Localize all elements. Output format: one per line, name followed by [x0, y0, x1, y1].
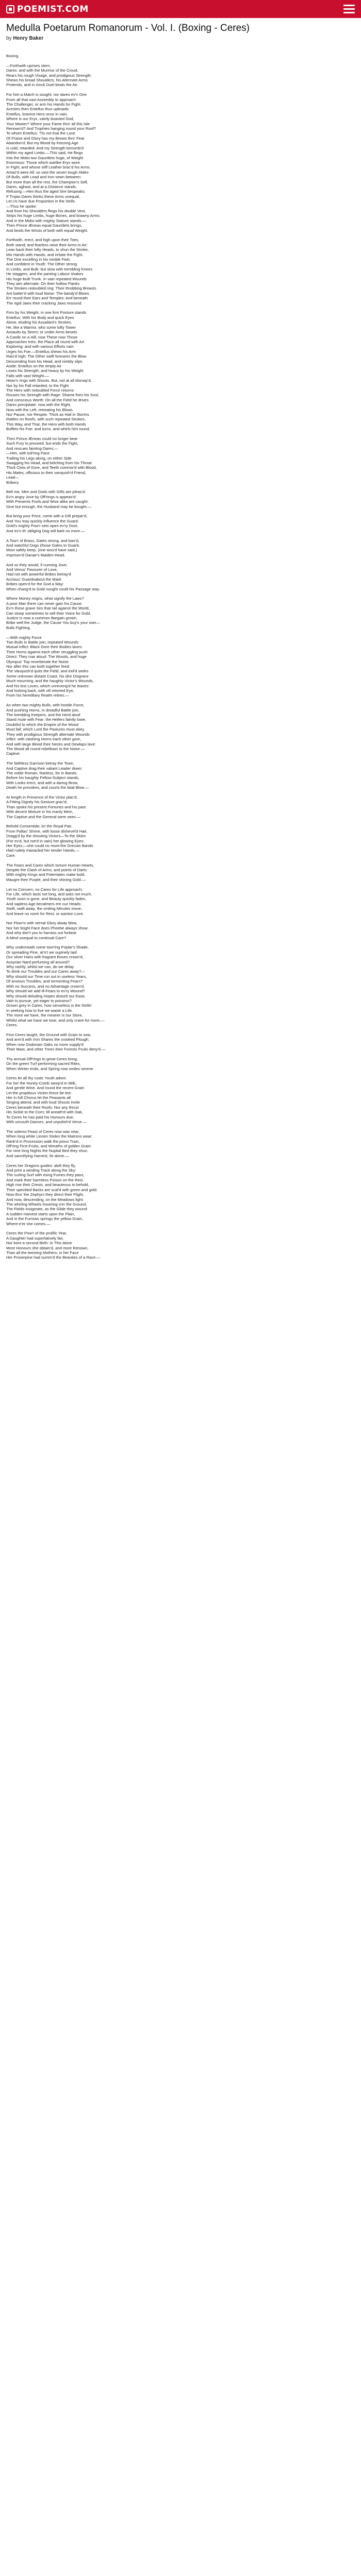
- poem-line: When now Dodonian Oaks no more supply'd: [6, 1042, 84, 1047]
- poem-line: —With mighty Force: [6, 635, 42, 640]
- poem-line: Protends, and in mock Duel beats the Air.: [6, 82, 78, 88]
- poem-line: Direct: They roar aloud: The Woods, and huge: [6, 654, 87, 659]
- poem-line: Some unknown distant Coast, his dire Disgrace: [6, 673, 89, 679]
- poem-line: Acrisius' Guardnabout the Maid:: [6, 577, 62, 582]
- poem-line: Captive.: [6, 751, 21, 756]
- poem-line: Then Prince Æneas could no longer bear: [6, 436, 78, 442]
- poem-line: The curling Surf with rising Fumes they pass,: [6, 1173, 85, 1178]
- poem-line: A Castle on a Hill, now These now Those: [6, 334, 78, 340]
- poem-line: Trailing his Legs along, on either Side: [6, 455, 72, 461]
- poem-line: The Fears and Cares which torture Human Hearts,: [6, 862, 94, 868]
- poem-line: And in the Midst with mighty Stature stands.—: [6, 218, 87, 223]
- poem-line: Had rudely manacled her tender Hands.—: [6, 848, 80, 853]
- poem-line: And ev'n th' obliging Dog will bark no more.—: [6, 528, 85, 533]
- poem-line: A Mind unequal to continual Care?: [6, 935, 67, 940]
- poem-line: The Strokes redoubled ring: Their throbbing Breasts: [6, 286, 96, 291]
- poem-line: Stand mute with Fear: the Heifers faintly lowe,: [6, 717, 86, 722]
- poem-line: Vain to pursue, yet eager to possess?: [6, 998, 72, 1003]
- poem-line: Why underneath some tow'ring Poplar's Shade,: [6, 945, 89, 950]
- poem-line: The Fields invigorate, as the Glide they wound:: [6, 1207, 88, 1212]
- poem-line: Of Praise and Glory has my Breast thro' Fear: [6, 135, 85, 141]
- poem-line: Than all the teeming Mothers: in her Face: [6, 1250, 79, 1255]
- poem-line: In Fight, and whose stiff Leather brac'd his Arms.: [6, 165, 91, 170]
- poem-line: Ceres her Dragons guides: aloft they fly,: [6, 1163, 76, 1168]
- poem-line: And print a winding Track along the Sky:: [6, 1168, 76, 1173]
- logo-text: POEMIST.COM: [17, 4, 89, 14]
- poem-line: For Life, which lasts not long, and asks not much.: [6, 892, 92, 897]
- poem-line: Descending from his Head, and nimbly slips: [6, 359, 83, 364]
- poem-line: And mark their harmless Poison on the Rein.: [6, 1177, 84, 1182]
- poem-line: Rank'd in Procession walk the pious Train,: [6, 1139, 80, 1144]
- poem-line: And sanctifying Harvest, lie alone.—: [6, 1153, 69, 1158]
- poem-line: Approaches tries: the Place all round with Art: [6, 339, 85, 344]
- poem-line: And looking back, with oft retorted Eye,: [6, 688, 74, 693]
- poem-line: And with large Blood their Necks and Dewlaps lave:: [6, 741, 96, 747]
- poem-line: Maugre their Purple, and their shining Gold.—: [6, 877, 86, 882]
- poem-line: And conscious Worth: On all the Field he drives: [6, 397, 89, 402]
- poem-stanza: [6, 1129, 355, 1158]
- poem-line: At length in Presence of the Victor plac'd,: [6, 794, 78, 800]
- poem-line: Of Bulls, with Lead and Iron sewn between:: [6, 175, 82, 180]
- poem-line: Why should deluding Hopes disturb our Ease,: [6, 993, 86, 998]
- poem-line: Refusing.—Him thus the aged Sire bespeaks:: [6, 189, 86, 194]
- poem-line: Err round their Ears and Temples: And beneath: [6, 296, 88, 301]
- poem-line: Acestes then Entellus thus upbraids:: [6, 107, 70, 112]
- poem-line: Nor Pause, nor Respite. Thick as Hail in Storms: [6, 412, 89, 417]
- poem-line: Urges his Foe.—Entellus shews his Arm: [6, 349, 76, 354]
- poem-line: Your Master? Where your Fame thro' all this Isle: [6, 121, 90, 126]
- poem-line: Into the Midst two Gauntlets huge, of Weight: [6, 155, 84, 160]
- poem-line: The Hero with redoubled Force returns:: [6, 387, 75, 393]
- poem-line: Of anxious Troubles, and tormenting Fears?: [6, 979, 83, 984]
- poem-line: Had not with powerful Bribes betray'd: [6, 572, 71, 577]
- author-prefix: by: [6, 36, 12, 41]
- poem-line: The whirling Wheels hovering o'er the Ground,: [6, 1201, 87, 1207]
- poem-line: Now with the Left, retreating his Blows.: [6, 407, 74, 412]
- poem-line: And gentle Wine. And round the recent Grain: [6, 1086, 85, 1091]
- poem-line: They aim alternate: On their hollow Flanks: [6, 281, 80, 286]
- poem-line: Where-e'er she comes.—: [6, 1221, 51, 1226]
- poem-line: In seeking how to live we waste a Life.: [6, 1008, 73, 1013]
- poem-line: A Tow'r of Brass, Gates strong, and barr'd,: [6, 538, 80, 543]
- poem-line: The Vanquish'd quits the Field, and exil'd seeks: [6, 669, 89, 674]
- poem-line: Grown grey in Cares, how senseless is the Strife!: [6, 1003, 92, 1008]
- poem-line: The solemn Feast of Ceres now was near,: [6, 1129, 80, 1134]
- poem-line: First Ceres taught, the Ground with Grain to sow,: [6, 1032, 91, 1037]
- poem-line: But bring your Price, come with a Gift prepar'd,: [6, 514, 88, 519]
- poem-body: [6, 54, 355, 1260]
- poem-line: The noble Roman, fearless, for in Bands,: [6, 770, 78, 775]
- poem-line: Imprison'd Danae's Maiden-Head.: [6, 552, 65, 557]
- poem-line: From his hereditary Realm retires.—: [6, 693, 70, 698]
- poem-line: Ceres.: [6, 1022, 18, 1027]
- poem-line: Care.: [6, 853, 16, 858]
- poem-stanza: [6, 863, 355, 883]
- poem-line: With decent Mixture in his manly Mein,: [6, 809, 73, 815]
- poem-line: Dares: and with the Murmur of the Croud,: [6, 68, 78, 73]
- poem-line: He, like a Warrior, who some lofty Tower: [6, 325, 76, 330]
- site-header: [0, 0, 361, 18]
- poem-line: Death he provokes, and courts the fatal Blow.—: [6, 785, 89, 790]
- poem-line: And watchful Dogs (those Gates to Guard,: [6, 543, 80, 548]
- poem-stanza: [6, 489, 355, 509]
- poem-line: Off'ring First-Fruits, and Wreaths of golden Grain:: [6, 1144, 92, 1149]
- poem-line: With mighty Kings and Potentates make bold,: [6, 872, 86, 877]
- poem-line: Mutual inflict: Black Gore their Bodies laves:: [6, 645, 83, 650]
- poem-line: Their Horns against each other struggling push: [6, 649, 88, 654]
- poem-line: More Honours she obtain'd, and more Renown,: [6, 1245, 89, 1250]
- poem-line: And so they would, if cunning Jove,: [6, 562, 68, 567]
- poem-stanza: [6, 436, 355, 485]
- poem-line: A poor Man there can never gain his Cause.: [6, 601, 83, 606]
- poem-line: And leave no room for Rest, or wanton Love.: [6, 911, 84, 916]
- poem-line: The One excelling in his nimble Feet,: [6, 257, 71, 262]
- poem-line: The Captive and the General were seen.—: [6, 814, 81, 819]
- poem-line: Most safely keep, (one wou'd have said,): [6, 548, 77, 553]
- poem-line: Singing attend, and with loud Shouts invite: [6, 1100, 80, 1105]
- poem-line: Entellus, bravest Hero once in vain,: [6, 111, 68, 116]
- poem-line: Renown'd? And Trophies hanging round your Roof?: [6, 126, 96, 131]
- poem-line: For nine long Nights the Nuptial Bed they shun,: [6, 1148, 89, 1154]
- poem-stanza: [6, 54, 355, 58]
- poem-line: And arm'd with Iron Shares the crooked Plough;: [6, 1037, 90, 1042]
- poem-line: Ev'n angry Jove by Off'rings is appeas'd:: [6, 494, 77, 499]
- poem-line: This Way, and That, the Hero with both Hands: [6, 421, 86, 427]
- poem-line: Ceres beneath their Roofs: Nor any thrust: [6, 1105, 79, 1110]
- poem-line: Such Fury to proceed, but ends the Fight,: [6, 441, 78, 446]
- poem-line: Youth soon is gone, and Beauty quickly fades,: [6, 896, 87, 902]
- poem-line: Let Us have due Proportion in the Strife.: [6, 199, 76, 204]
- poem-line: Two Bulls in Battle join; repeated Wounds: [6, 639, 79, 645]
- poem-line: And in the Furrows springs the yellow Grain,: [6, 1216, 83, 1222]
- poem-line: Let no Concern, no Cares for Life approach;: [6, 887, 83, 892]
- poem-stanza: [6, 1057, 355, 1071]
- poem-stanza: [6, 538, 355, 558]
- poem-line: Shews his broad Shoulders, his Alternate Arms: [6, 78, 88, 83]
- poem-line: Entellus: With his Body and quick Eyes: [6, 315, 74, 320]
- poem-stanza: [6, 921, 355, 940]
- poem-line: Thy annual Off'rings to great Ceres bring,: [6, 1056, 78, 1061]
- poem-line: Where Money reigns, what signify the Laws?: [6, 596, 84, 601]
- poem-line: As when two mighty Bulls, with hostile Force,: [6, 703, 85, 708]
- poem-stanza: [6, 92, 355, 233]
- poem-stanza: [6, 635, 355, 698]
- poem-stanza: [6, 1231, 355, 1260]
- poem-line: And Captive drag their valiant Leader down:: [6, 766, 83, 771]
- poem-line: And confident in Youth: The Other strong: [6, 262, 77, 267]
- poem-line: Her in full Chorus let the Peasants all: [6, 1095, 71, 1100]
- poem-line: Thick Clots of Gore, and Teeth commix'd with Blood,: [6, 465, 97, 470]
- author-link[interactable]: Henry Baker: [13, 36, 44, 41]
- poem-line: Bulls Fighting.: [6, 625, 31, 630]
- poem-line: (For ev'd, but not'd in vain) her glowing Eyes:: [6, 838, 85, 843]
- poem-line: A sudden Harvest starts upon the Plain,: [6, 1211, 75, 1216]
- poem-line: Ceres let all thy rustic Youth adore:: [6, 1076, 67, 1081]
- poem-line: Exploring: and with various Efforts vain: [6, 344, 74, 349]
- poem-line: The trembling Keepers, and the Herd aloof: [6, 713, 80, 718]
- poem-line: Rattles on Roofs, with such repeated Strokes,: [6, 417, 86, 422]
- poem-line: Inflict: with clashing Horns each other gore,: [6, 737, 81, 742]
- poem-line: Let the propitious Victim thrice be led:: [6, 1090, 72, 1095]
- poem-line: Falls with vast Weight.—: [6, 373, 49, 378]
- poem-line: Nor Flow'rs with vernal Glory alway blow,: [6, 921, 77, 926]
- poem-stanza: [6, 1076, 355, 1124]
- poem-line: Heav'n rings with Shouts. But, not at all dismay'd,: [6, 378, 92, 383]
- poem-line: Firm by his Weight, in one firm Posture stands: [6, 310, 87, 315]
- poem-line: Their Mast, and other Trees their Forests Fruits deny'd.—: [6, 1046, 106, 1052]
- poem-line: Now thro' the Zephyrs they direct their Flight,: [6, 1192, 84, 1197]
- poem-line: Why should we add Ill-Fears to ev'ry Wound?: [6, 989, 85, 994]
- poem-line: The Challenger, or arm his Hands for Fight.: [6, 102, 81, 107]
- poem-line: Mix Hands with Hands, and irritate the Fight.: [6, 252, 84, 257]
- poem-line: The Wood all round rebellows to the Noise.—: [6, 746, 85, 751]
- poem-line: Must fall; which Lord the Pastures must obey.: [6, 727, 85, 732]
- poem-stanza: [6, 596, 355, 630]
- poem-line: Amaz'd were All: so vast the seven tough Hides: [6, 170, 89, 175]
- poem-line: Ceres the Pow'r of the prolific Year,: [6, 1231, 67, 1236]
- poem-line: Bribe well the Judge, the Cause You buy's your own—: [6, 620, 101, 625]
- poem-line: Doubtful to which the Empire of the Wood: [6, 722, 78, 727]
- poem-line: Give but enough, the Husband may be bought.—: [6, 504, 92, 509]
- poem-stanza: [6, 945, 355, 1027]
- poem-line: Is cold, retarded: And my Strength benumb'd: [6, 145, 84, 150]
- poem-stanza: [6, 310, 355, 431]
- poem-line: High rise their Crests, and beauteous to behold,: [6, 1182, 89, 1188]
- poem-line: Swagging his Head, and belching from his Throat: [6, 461, 92, 466]
- poem-line: Forthwith, erect, and high upon their Toes,: [6, 238, 79, 243]
- poem-line: But more than all the rest, the Champion's Self,: [6, 179, 88, 184]
- poem-line: Dragg'd by the shouting Victors—To the Skies: [6, 834, 86, 839]
- poem-line: And rescues fainting Dares:—: [6, 446, 58, 451]
- poem-line: Ev'n those grave Sirs that rail against the World,: [6, 606, 90, 611]
- poem-line: Bribery.: [6, 480, 20, 485]
- poem-line: Gold's mighty Pow'r sets open ev'ry Door,: [6, 523, 78, 529]
- poem-line: With no Success, and no Advantage crown'd,: [6, 984, 85, 989]
- poem-line: And from his Shoulders flings his double Vest,: [6, 208, 86, 213]
- poem-line: Swift, swift away, the smiling Minutes move,: [6, 906, 83, 911]
- poem-stanza: [6, 1163, 355, 1226]
- poem-stanza: [6, 514, 355, 533]
- poem-line: Behold Consentide; lo! the Royal Pair,: [6, 824, 72, 829]
- poem-line: Boxing.: [6, 54, 20, 58]
- poem-line: A Fitting Dignity his Gesture grac'd;: [6, 800, 68, 805]
- poem-line: Dares, aghast, and at a Distance stands.: [6, 184, 77, 189]
- poem-line: Assaults by Storm; or under Arms besets: [6, 330, 77, 335]
- poem-line: And pushing Horns, in dreadful Battle join,: [6, 707, 79, 713]
- poem-stanza: [6, 887, 355, 916]
- poem-line: Much mourning, and the haughty Victor's Wounds,: [6, 679, 94, 684]
- poem-line: Or spreading Pine, at'n't we supinely laid: [6, 950, 77, 955]
- poem-line: To whom Entellus: 'Tis not that the Love: [6, 131, 75, 136]
- poem-line: Nor after this can both together feed:: [6, 664, 70, 669]
- poem-stanza: [6, 824, 355, 858]
- poem-line: From Pallas' Shrine, with loose dishevel'd Hair,: [6, 828, 88, 834]
- poem-line: They with prodigious Strength alternate Wounds: [6, 732, 90, 737]
- poem-line: Then Prince Æneas equal Gauntlets brings,: [6, 223, 83, 228]
- poem-line: When Winter ends, and Spring now smiles serene.: [6, 1066, 94, 1071]
- poem-line: Her Proserpine had summ'd the Beauties of a Race.—: [6, 1255, 101, 1260]
- poem-line: Whilst what we have we lose, and only crave for more.—: [6, 1018, 105, 1023]
- poem-line: Within my aged Limbs.—This said, He flings: [6, 150, 83, 156]
- poem-line: With Presents Fools and Wise alike are caught:: [6, 499, 89, 504]
- poem-line: —Forthwith uprises stern,: [6, 63, 51, 68]
- poem-line: Both stand; and fearless raise their Arms in Air:: [6, 242, 88, 247]
- poem-line: The faithless Garrison betray the Town,: [6, 761, 74, 766]
- poem-line: Her Eyes;—she could no more:the Grecian Bands: [6, 843, 93, 848]
- poem-stanza: [6, 238, 355, 306]
- poem-line: Enormous: Those which warlike Eryx wore: [6, 160, 80, 165]
- poem-line: Strips his huge Limbs, huge Bones, and brawny Arms:: [6, 213, 101, 218]
- poem-line: Rears his rough Visage, and prodigious Strength:: [6, 73, 92, 78]
- poem-line: Olympus' Top reverberate the Noise.: [6, 659, 70, 664]
- poem-line: —Him, with toil'ring Pace: [6, 451, 50, 456]
- poem-stanza: [6, 563, 355, 591]
- poem-stanza: [6, 1032, 355, 1052]
- poem-line: His Sickle to the Corn; till wreath'd with Oak,: [6, 1110, 83, 1115]
- poem-line: Assyrian Nard perfuming all around?: [6, 959, 70, 964]
- poem-line: Than spoke his present Fortunes and his past.: [6, 804, 87, 809]
- poem-line: Nor bore a second Birth: In This alone: [6, 1241, 72, 1246]
- poem-line: And sapless Age becalmers ere our Heads:: [6, 901, 82, 906]
- poem-line: And Venus' Favourer of Love,: [6, 567, 58, 572]
- poem-line: And binds the Wrists of both with equal Weight.: [6, 228, 88, 233]
- poem-stanza: [6, 63, 355, 88]
- poem-title: Medulla Poetarum Romanorum - Vol. I. (Boxing - Ceres): [6, 23, 250, 33]
- poem-byline: [6, 35, 355, 42]
- site-logo[interactable]: [6, 4, 89, 14]
- poem-line: The more we have, the meaner is our Store,: [6, 1013, 83, 1018]
- poem-line: His huge-built Trunk. In vain repeated Wounds: [6, 276, 87, 281]
- poem-line: Buffets his Foe: and turns, and whirls him round.: [6, 427, 90, 432]
- poem-line: The rigid Jaws their cracking Jaws resound.: [6, 300, 83, 306]
- poem-line: And why don't you to harrass out forbear: [6, 930, 77, 936]
- poem-line: Alone, eluding his Assailant's Strokes.: [6, 320, 72, 325]
- poem-line: Loses his Strength; and heavy by his Weight: [6, 368, 84, 374]
- poem-line: Despite the Clash of Arms, and points of Darts:: [6, 868, 88, 872]
- poem-line: With Looks erect, and with a daring Brow,: [6, 780, 78, 785]
- poem-line: A Daughter had superlatively fair,: [6, 1235, 64, 1241]
- poem-line: To Ceres he has paid his Honours due;: [6, 1114, 74, 1120]
- poem-line: From all that vast Assembly to approach: [6, 97, 76, 102]
- poem-line: He staggers, and the panting Labour shakes: [6, 272, 84, 277]
- poem-line: When chang'd to Gold nought could his Passage stay.: [6, 586, 100, 591]
- poem-line: Lead—: [6, 475, 19, 480]
- poem-line: Justice is now a common Bargain grown,: [6, 615, 78, 620]
- poem-line: Lean back their lofty Heads, to shun the Stroke,: [6, 247, 89, 252]
- poem-line: Before his haughty Fellow-Subject stands,: [6, 775, 79, 781]
- poem-article: [6, 23, 355, 1265]
- poem-line: When long white Linnen Stoles the Matrons wear:: [6, 1134, 93, 1139]
- poem-line: Rouses his Strength with Rage: Shame fires his Soul,: [6, 393, 100, 398]
- poem-line: Aside: Entellus on the empty Air: [6, 363, 62, 368]
- poem-line: Bribes open'd for the God a Way:: [6, 582, 64, 587]
- poem-line: Nor her bright Face does Phoebe always show:: [6, 925, 89, 930]
- poem-line: And his lost Loves, which unreveng'd he leaves:: [6, 683, 90, 688]
- poem-line: Belt me, Men and Gods with Gifts are pleas'd:: [6, 489, 86, 495]
- poem-line: If Trojan Dares thinks these Arms unequal,: [6, 194, 80, 199]
- poem-stanza: [6, 795, 355, 819]
- poem-line: Where is our Eryx, vainly boasted God,: [6, 116, 74, 122]
- poem-line: And You may quickly influence the Guard:: [6, 518, 79, 523]
- poem-line: Nor by his Fall retarded, to the Fight: [6, 383, 69, 388]
- poem-line: Their speckled Backs are scal'd with green and gold.: [6, 1187, 98, 1192]
- poem-line: His Mates, officious to their vanquish'd Friend,: [6, 470, 86, 475]
- poem-stanza: [6, 703, 355, 756]
- poem-line: On the green Turf performing sacred Rites,: [6, 1061, 81, 1066]
- poem-line: Dares precipitate: now with the Right,: [6, 402, 71, 408]
- logo-icon: [6, 5, 14, 13]
- poem-line: With uncouth Dances, and unpolish'd Verse.—: [6, 1120, 87, 1125]
- poem-line: —Thus he spoke:: [6, 204, 37, 209]
- poem-line: For him a Match is sought: nor dares ev'n One: [6, 92, 87, 97]
- poem-line: Why should our Time run out in useless Years,: [6, 974, 87, 979]
- poem-line: Rais'd high: The Other swift foresees the Blow: [6, 354, 87, 359]
- poem-line: Can stoop sometimes to sell their Voice for Gold.: [6, 611, 91, 616]
- poem-line: Abandon'd; But my Blood by freezing Age: [6, 141, 78, 146]
- poem-line: To drink our Troubles and our Cares away?—: [6, 969, 85, 974]
- hamburger-menu-icon[interactable]: [343, 5, 355, 13]
- poem-line: In Limbs, and Bulk: but slow with trembling Knees: [6, 266, 93, 272]
- poem-line: Are batter'd with loud Noise: The bandy'd Blows: [6, 291, 89, 296]
- poem-line: Why rashly, whilst we can, do we delay: [6, 964, 74, 970]
- poem-line: And now, descending, on the Meadows light:: [6, 1197, 84, 1202]
- poem-stanza: [6, 761, 355, 790]
- poem-line: For her the Honey-Comb steep'd in Milk,: [6, 1080, 77, 1086]
- poem-line: Our silver Hairs with fragrant Roses crown'd,: [6, 955, 84, 960]
